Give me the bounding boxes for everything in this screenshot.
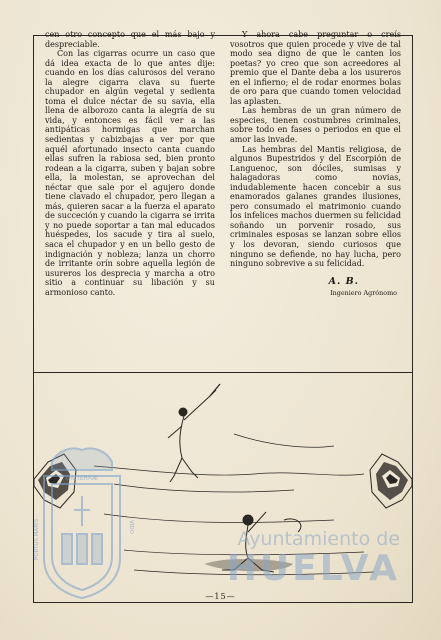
page-number [0, 592, 441, 601]
watermark-line-2: HUELVA [226, 548, 400, 589]
upper-figure-icon [168, 384, 220, 482]
signature: A. B. [328, 275, 359, 287]
watermark-line-1: Ayuntamiento de [237, 528, 400, 550]
stamp-text-top: CIUTERRÆ [66, 475, 98, 482]
stamp-text-right: VIDO [128, 520, 134, 534]
archive-stamp [30, 440, 134, 600]
right-paragraph-2: Las hembras de un gran número de especies, tienen costumbres criminales, sobre todo en fases o periodos en que el amor las invade. [230, 106, 401, 145]
page-number-text: —15— [205, 592, 236, 601]
watermark [140, 528, 400, 588]
signature-role: Ingeniero Agrónomo [330, 289, 397, 298]
right-ornament-icon [370, 454, 412, 508]
left-paragraph-1: cen otro concepto que el más bajo y despreciable. [45, 30, 215, 49]
right-column [230, 30, 401, 299]
stamp-text-left: PORTUS MARIS [34, 518, 40, 560]
left-column [45, 30, 215, 297]
right-paragraph-1: Y ahora cabe preguntar o creís vosotros que quien procede y vive de tal modo sea digno de que le canten los poetas? yo creo que son acreedores al premio que el Dante deba a los usureros en el infierno; el de rodar enormes bolas de oro para que cuando tomen velocidad las aplasten. [230, 30, 401, 106]
left-paragraph-2: Con las cigarras ocurre un caso que dá idea exacta de lo que antes dije: cuando en los días calurosos del verano la alegre cigarra clava su fuerte chupador en algún vegetal y sedienta toma el dulce néctar de su savia, ella llena de alborozo canta la alegría de su vida, y entonces es fácil ver a las antipáticas hormigas que marchan sedientas y cabizbajas a ver por que aquél afortunado insecto canta cuando ellas sufren la rabiosa sed, bien pronto rodean a la cigarra, suben y bajan sobre ella, la molestan, se aprovechan del néctar que sale por el agujero donde tiene clavado el chupador, pero llegan a más, quieren sacar a la fuerza el aparato de succeción y cuando la cigarra se irrita y no puede soportar a tan mal educados huéspedes, los sacude y tira al suelo, saca el chupador y en un bello gesto de indignación y nobleza; lanza un chorro de irritante orín sobre aquella legión de usureros los desprecia y marcha a otro sitio a continuar su libación y su armonioso canto. [45, 49, 215, 297]
right-paragraph-3: Las hembras del Mantis religiosa, de algunos Bupestridos y del Escorpión de Languenoc, son dóciles, sumisas y halagadoras como novias, indudablemente hacen concebir a sus enamorados galanes grandes ilusiones, pero consumado el matrimonio cuando los infelices machos duermen su felicidad soñando un porvenir rosado, sus criminales esposas se lanzan sobre ellos y los devoran, siendo curiosos que ninguno se defiende, no hay lucha, pero ninguno sobrevive a su felicidad. [230, 144, 401, 269]
